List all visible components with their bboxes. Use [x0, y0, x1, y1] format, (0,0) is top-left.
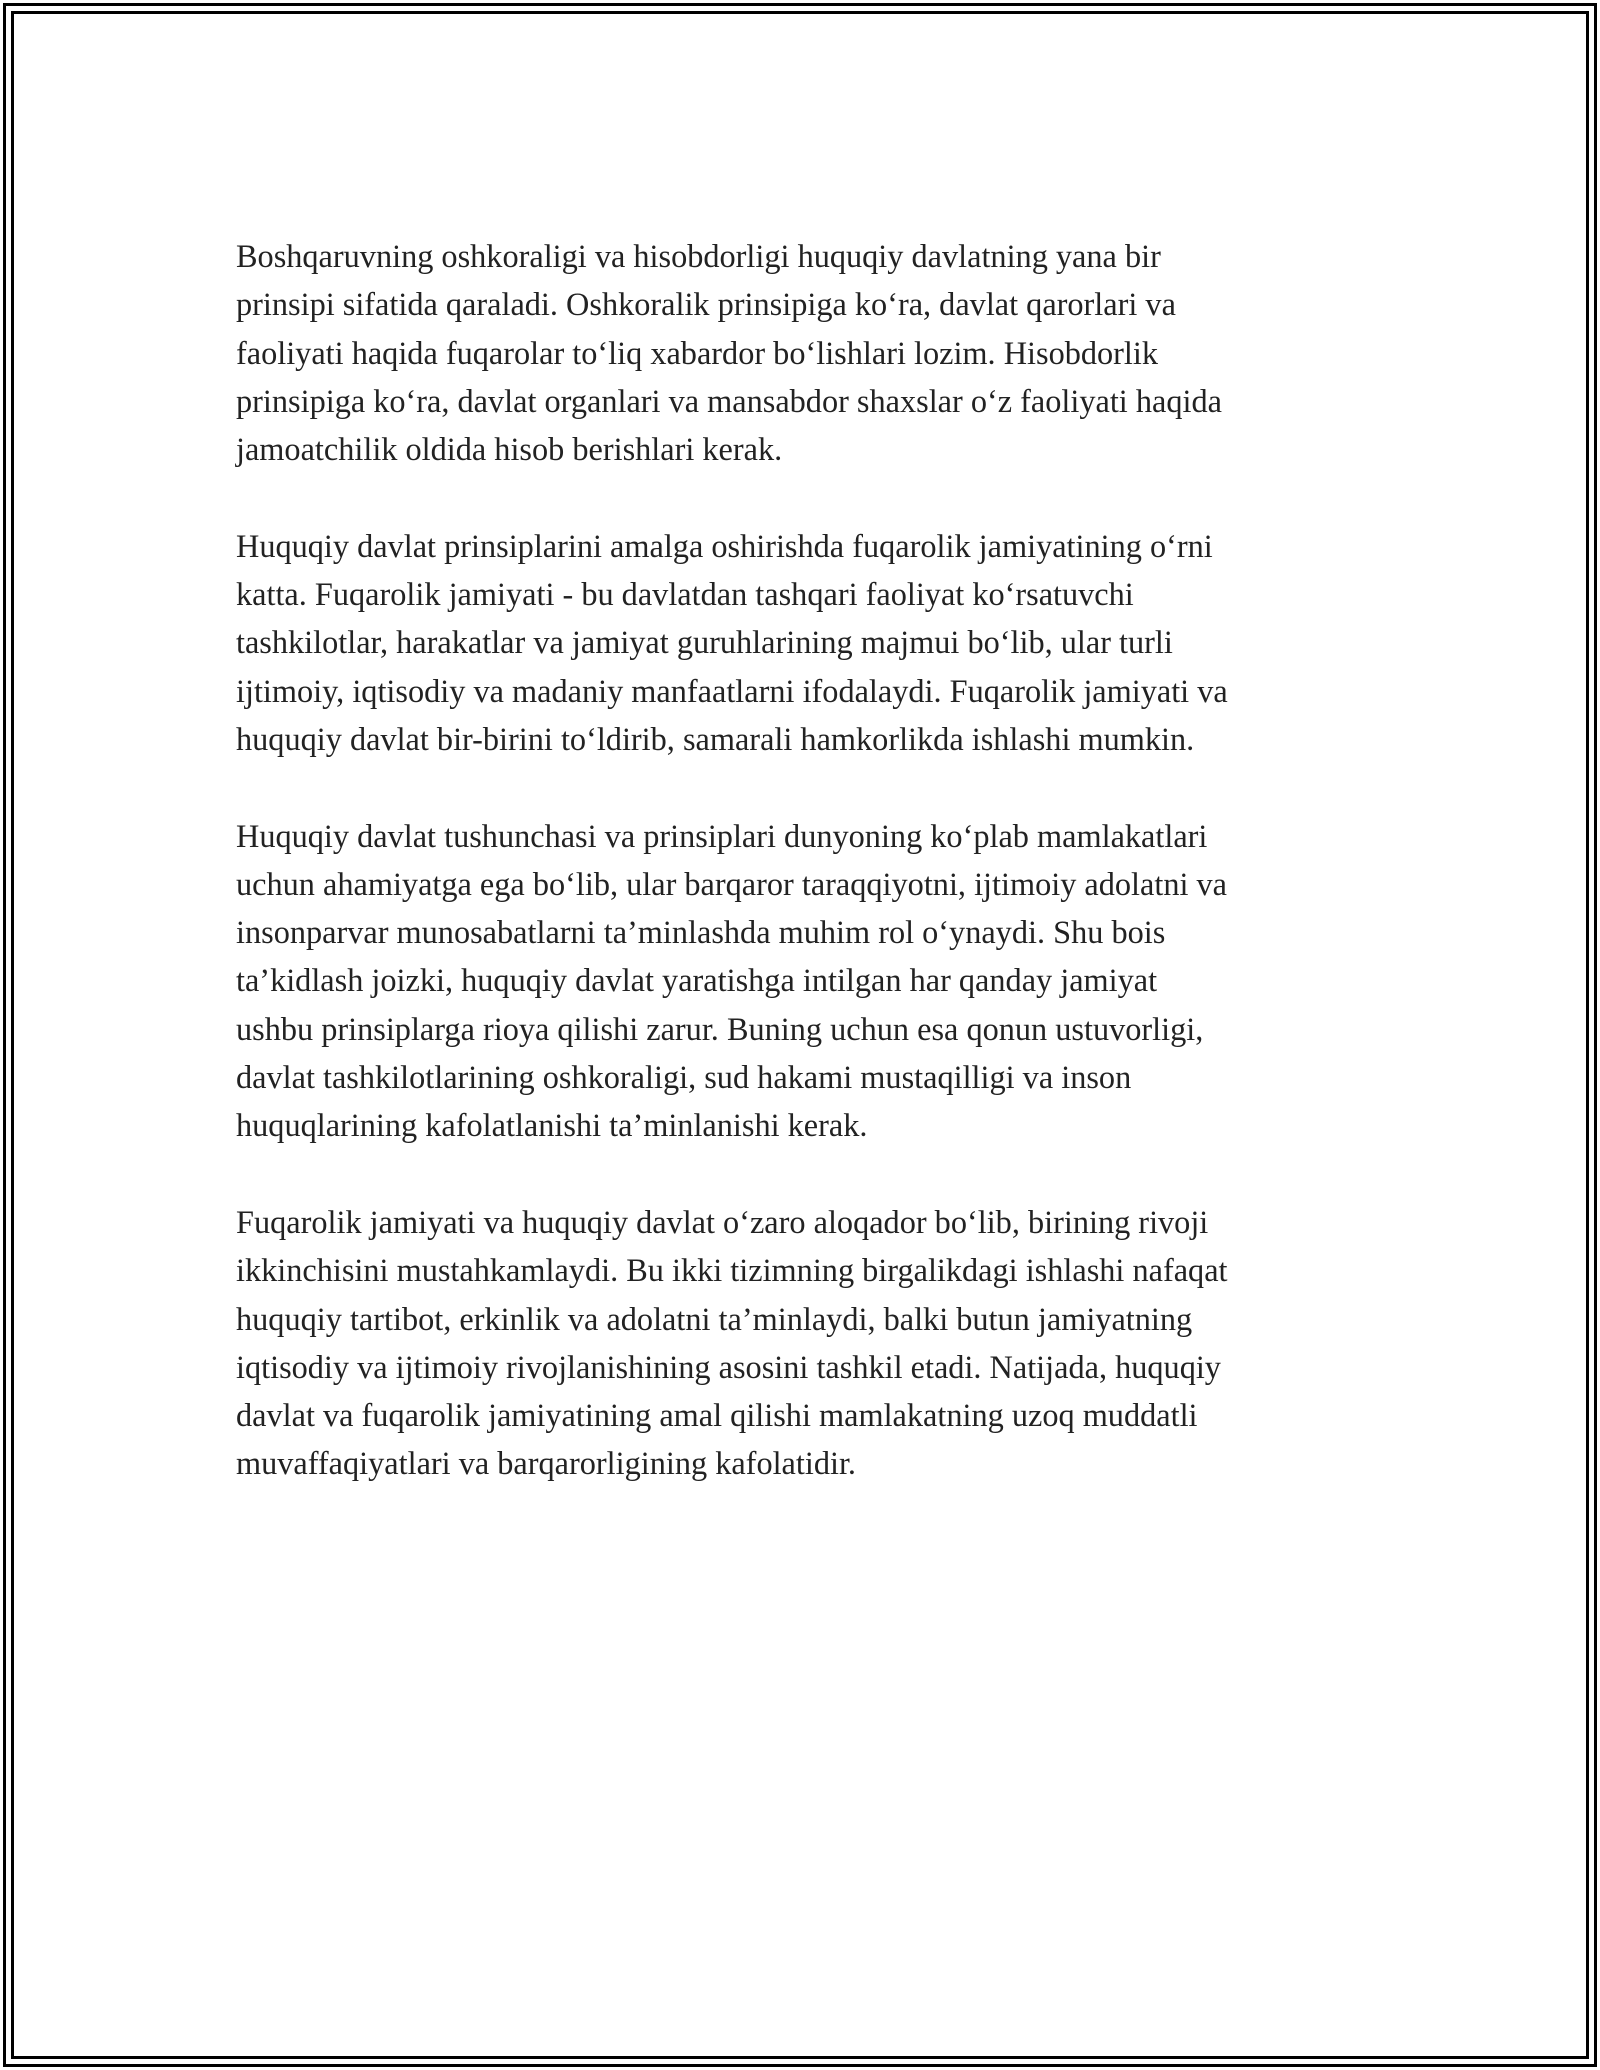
text-line: insonparvar munosabatlarni ta’minlashda muhim rol oʻynaydi. Shu bois [236, 914, 1166, 951]
text-line: katta. Fuqarolik jamiyati - bu davlatdan tashqari faoliyat koʻrsatuvchi [236, 576, 1134, 613]
text-line: faoliyati haqida fuqarolar toʻliq xabardor boʻlishlari lozim. Hisobdorlik [236, 334, 1159, 371]
text-line: Huquqiy davlat prinsiplarini amalga oshirishda fuqarolik jamiyatining oʻrni [236, 527, 1213, 564]
text-line: iqtisodiy va ijtimoiy rivojlanishining asosini tashkil etadi. Natijada, huquqiy [236, 1348, 1221, 1385]
text-line: ikkinchisini mustahkamlaydi. Bu ikki tizimning birgalikdagi ishlashi nafaqat [236, 1252, 1228, 1289]
paragraph-1 [236, 232, 1376, 473]
text-line: Boshqaruvning oshkoraligi va hisobdorligi huquqiy davlatning yana bir [236, 238, 1161, 274]
text-line: jamoatchilik oldida hisob berishlari kerak. [236, 431, 783, 468]
text-line: davlat va fuqarolik jamiyatining amal qilishi mamlakatning uzoq muddatli [236, 1397, 1198, 1434]
text-line: Huquqiy davlat tushunchasi va prinsiplari dunyoning koʻplab mamlakatlari [236, 817, 1208, 854]
text-line: huquqiy tartibot, erkinlik va adolatni ta’minlaydi, balki butun jamiyatning [236, 1300, 1193, 1337]
text-line: prinsipiga koʻra, davlat organlari va mansabdor shaxslar oʻz faoliyati haqida [236, 382, 1222, 419]
text-line: tashkilotlar, harakatlar va jamiyat guruhlarining majmui boʻlib, ular turli [236, 624, 1173, 661]
text-line: ijtimoiy, iqtisodiy va madaniy manfaatlarni ifodalaydi. Fuqarolik jamiyati va [236, 672, 1228, 709]
text-line: Fuqarolik jamiyati va huquqiy davlat oʻzaro aloqador boʻlib, birining rivoji [236, 1203, 1209, 1240]
text-line: huquqiy davlat bir-birini toʻldirib, samarali hamkorlikda ishlashi mumkin. [236, 720, 1195, 757]
paragraph-3 [236, 812, 1376, 1150]
paragraph-2 [236, 522, 1376, 763]
text-line: muvaffaqiyatlari va barqarorligining kafolatidir. [236, 1445, 857, 1482]
text-line: prinsipi sifatida qaraladi. Oshkoralik prinsipiga koʻra, davlat qarorlari va [236, 286, 1176, 323]
paragraph-4 [236, 1198, 1376, 1488]
text-line: ushbu prinsiplarga rioya qilishi zarur. Buning uchun esa qonun ustuvorligi, [236, 1010, 1204, 1047]
text-line: uchun ahamiyatga ega boʻlib, ular barqaror taraqqiyotni, ijtimoiy adolatni va [236, 865, 1228, 902]
text-line: huquqlarining kafolatlanishi ta’minlanishi kerak. [236, 1107, 868, 1144]
document-body [236, 232, 1376, 1536]
text-line: davlat tashkilotlarining oshkoraligi, sud hakami mustaqilligi va inson [236, 1059, 1132, 1096]
text-line: ta’kidlash joizki, huquqiy davlat yaratishga intilgan har qanday jamiyat [236, 962, 1158, 999]
